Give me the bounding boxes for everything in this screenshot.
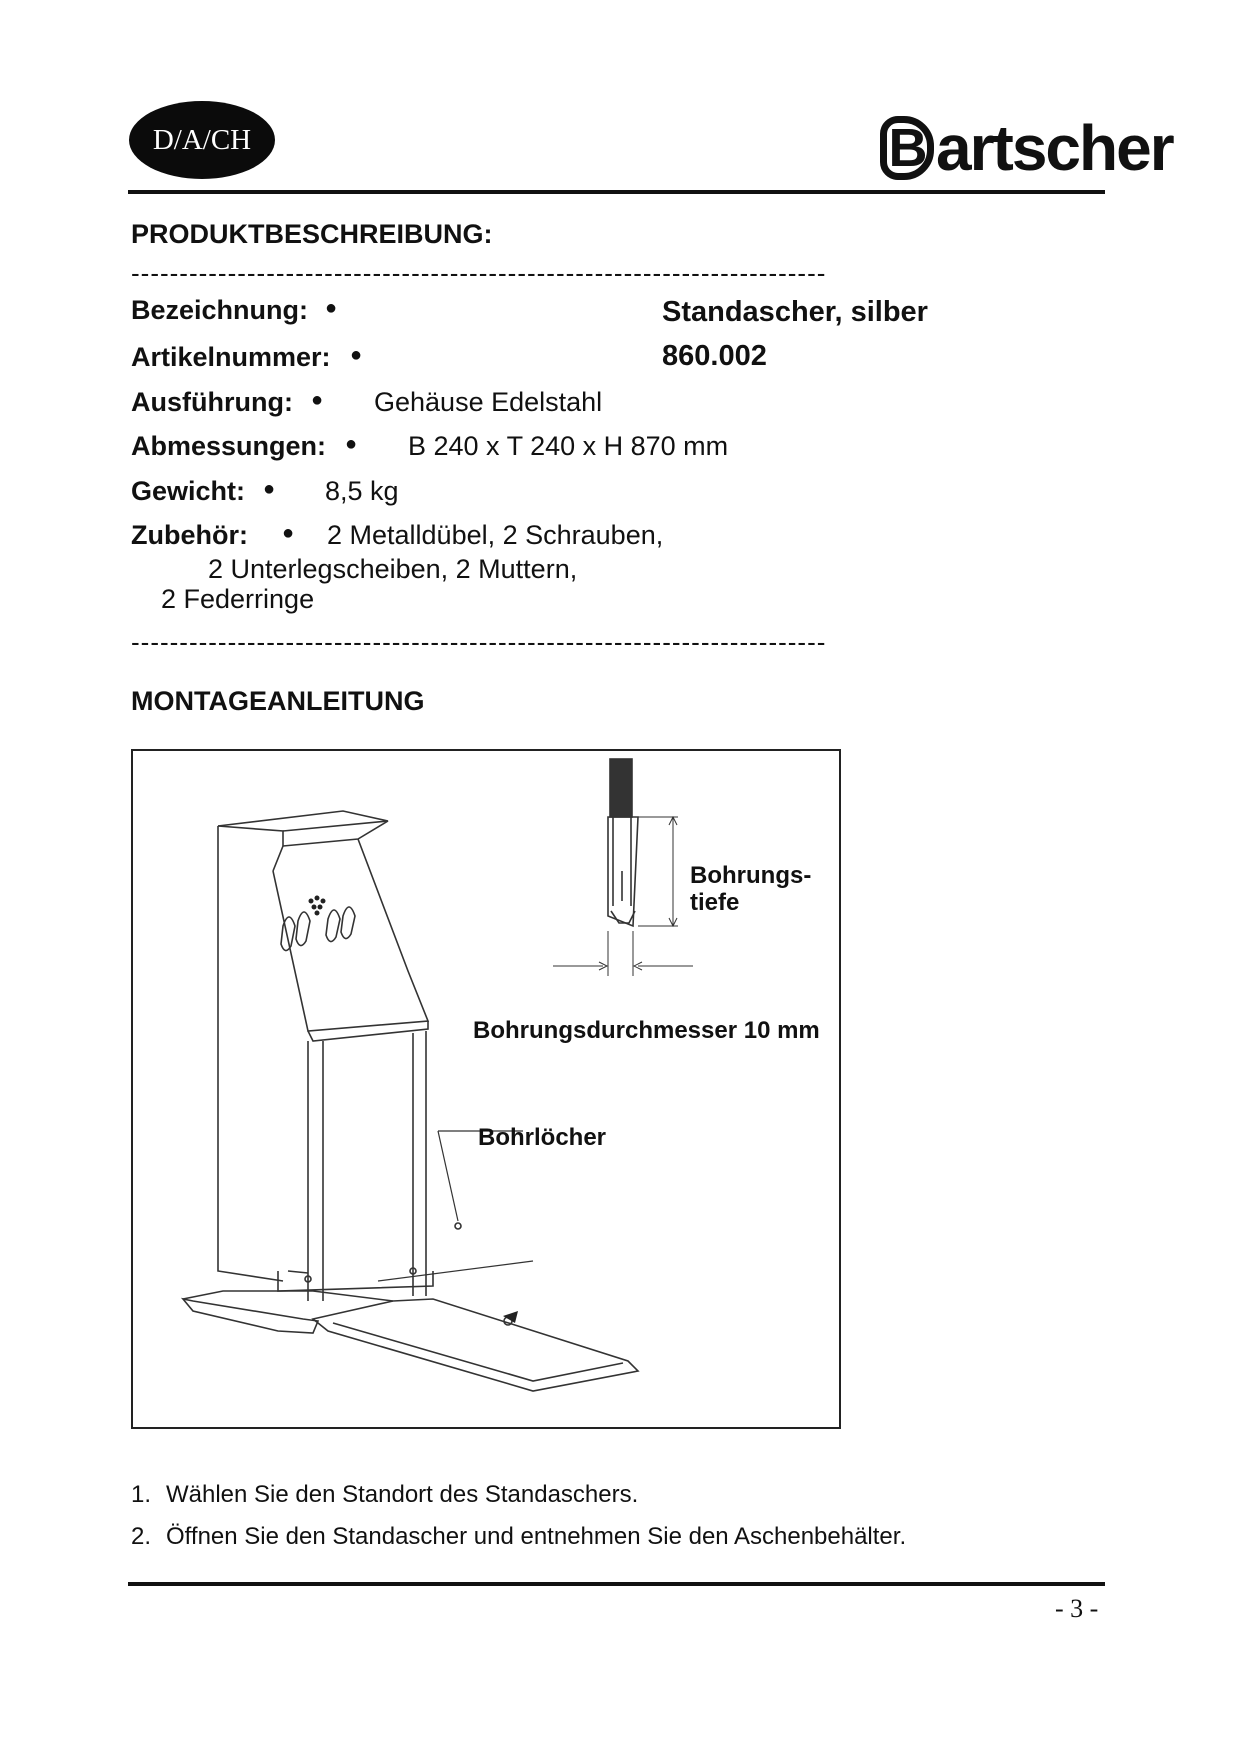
accessory-continuation-1: 2 Unterlegscheiben, 2 Muttern,	[208, 554, 578, 584]
field-label-ausfuehrung: Ausführung:	[131, 387, 293, 417]
field-value-bezeichnung: Standascher, silber	[662, 296, 928, 328]
field-value-zubehoer: 2 Metalldübel, 2 Schrauben,	[327, 520, 664, 550]
label-drill-holes: Bohrlöcher	[478, 1124, 607, 1151]
page-number: - 3 -	[1055, 1594, 1099, 1623]
standascher-drawing	[133, 751, 839, 1427]
footer-rule	[128, 1582, 1105, 1586]
step-2-text: Öffnen Sie den Standascher und entnehmen Sie den Aschenbehälter.	[166, 1523, 907, 1550]
field-bullet-artikelnummer: ●	[350, 344, 363, 366]
field-bullet-ausfuehrung: ●	[311, 389, 324, 411]
logo-initial: B	[880, 116, 934, 180]
field-label-abmessungen: Abmessungen:	[131, 431, 327, 461]
accessory-continuation-2: 2 Federringe	[161, 584, 315, 614]
separator-bottom: ------------------------------------------------------------------------	[131, 627, 827, 657]
assembly-heading: MONTAGEANLEITUNG	[131, 686, 425, 716]
field-value-ausfuehrung: Gehäuse Edelstahl	[374, 387, 603, 417]
product-heading: PRODUKTBESCHREIBUNG:	[131, 219, 493, 249]
logo-wordmark: artscher	[936, 112, 1173, 184]
field-label-bezeichnung: Bezeichnung:	[131, 295, 309, 325]
label-drill-depth-line1: Bohrungs-	[690, 862, 812, 889]
field-bullet-abmessungen: ●	[345, 433, 358, 455]
field-label-artikelnummer: Artikelnummer:	[131, 342, 331, 372]
field-label-gewicht: Gewicht:	[131, 476, 246, 506]
field-bullet-gewicht: ●	[263, 478, 276, 500]
assembly-figure	[131, 749, 841, 1429]
region-badge: D/A/CH	[129, 101, 275, 179]
label-drill-depth-line2: tiefe	[690, 889, 740, 916]
bartscher-logo	[880, 108, 1173, 188]
separator-top: ------------------------------------------------------------------------	[131, 258, 827, 288]
field-bullet-bezeichnung: ●	[325, 297, 338, 319]
field-label-zubehoer: Zubehör:	[131, 520, 248, 550]
field-value-artikelnummer: 860.002	[662, 340, 767, 372]
field-value-abmessungen: B 240 x T 240 x H 870 mm	[408, 431, 729, 461]
header-rule	[128, 190, 1105, 194]
field-value-gewicht: 8,5 kg	[325, 476, 399, 506]
step-2-number: 2.	[131, 1523, 152, 1550]
field-bullet-zubehoer: ●	[282, 522, 295, 544]
step-1-text: Wählen Sie den Standort des Standaschers.	[166, 1481, 639, 1508]
step-1-number: 1.	[131, 1481, 152, 1508]
label-drill-diameter: Bohrungsdurchmesser 10 mm	[473, 1017, 820, 1044]
